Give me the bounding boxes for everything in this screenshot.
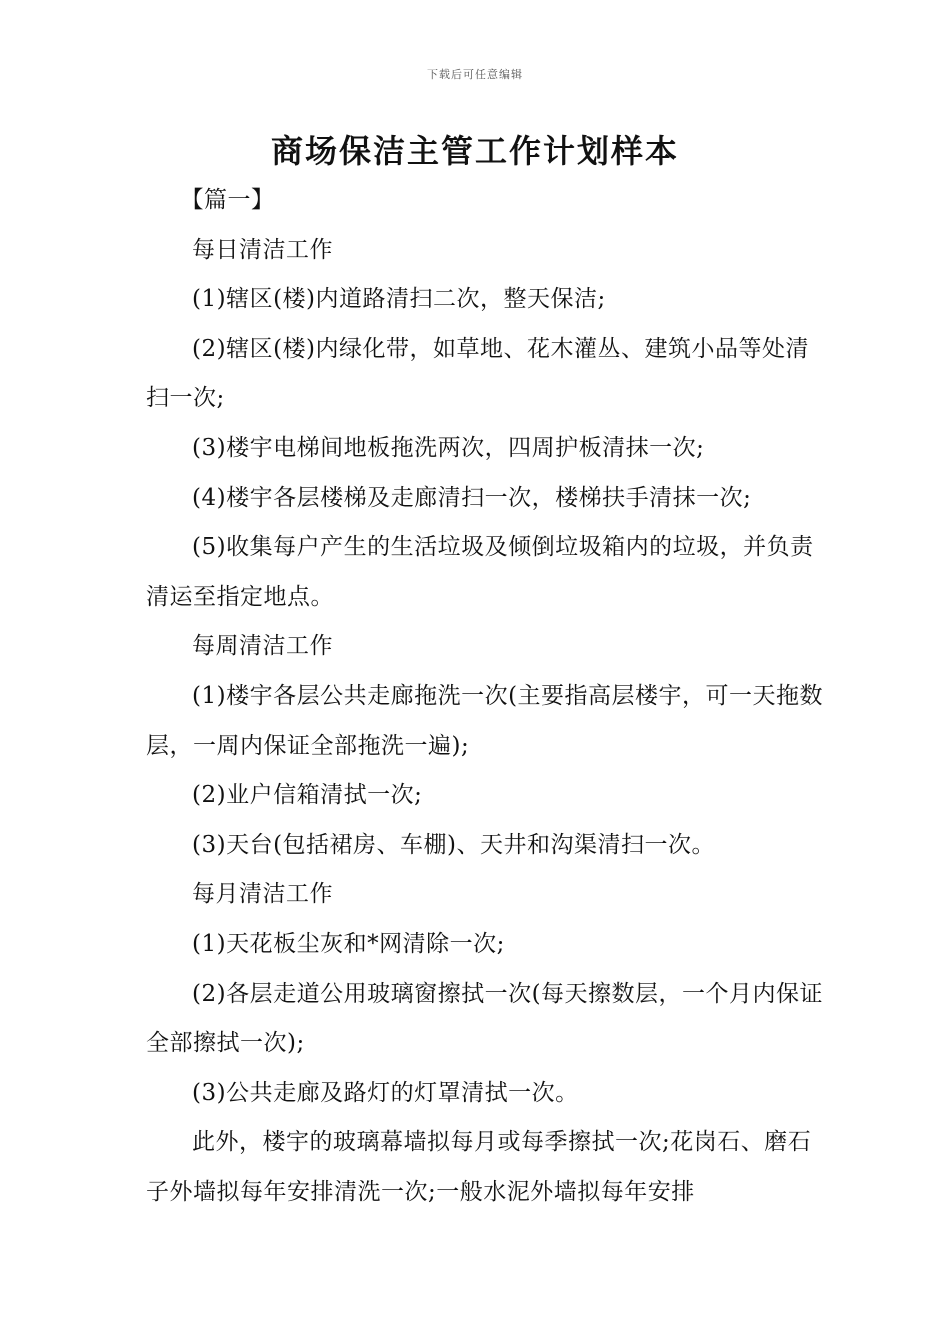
paragraph: (4)楼宇各层楼梯及走廊清扫一次，楼梯扶手清抹一次; (192, 484, 752, 511)
paragraph: (1)辖区(楼)内道路清扫二次，整天保洁; (192, 286, 606, 313)
document-body (146, 176, 826, 1217)
paragraph: (2)各层走道公用玻璃窗擦拭一次(每天擦数层，一个月内保证全部擦拭一次); (146, 980, 824, 1057)
paragraph: (3)公共走廊及路灯的灯罩清拭一次。 (192, 1079, 579, 1106)
page-title: 商场保洁主管工作计划样本 (270, 132, 679, 170)
paragraph: (3)楼宇电梯间地板拖洗两次，四周护板清抹一次; (192, 434, 705, 461)
paragraph: 此外，楼宇的玻璃幕墙拟每月或每季擦拭一次;花岗石、磨石子外墙拟每年安排清洗一次;一般水泥外墙拟每年安排 (146, 1129, 812, 1205)
paragraph: (1)楼宇各层公共走廊拖洗一次(主要指高层楼宇，可一天拖数层，一周内保证全部拖洗一遍); (146, 682, 824, 759)
header-note: 下载后可任意编辑 (427, 68, 523, 81)
heading-weekly: 每周清洁工作 (192, 633, 333, 660)
heading-monthly: 每月清洁工作 (192, 881, 333, 908)
section-label: 【篇一】 (180, 187, 275, 213)
heading-daily: 每日清洁工作 (192, 236, 333, 263)
paragraph: (3)天台(包括裙房、车棚)、天井和沟渠清扫一次。 (192, 831, 716, 858)
paragraph: (5)收集每户产生的生活垃圾及倾倒垃圾箱内的垃圾，并负责清运至指定地点。 (146, 534, 814, 610)
paragraph: (2)业户信箱清拭一次; (192, 782, 423, 809)
paragraph: (2)辖区(楼)内绿化带，如草地、花木灌丛、建筑小品等处清扫一次; (146, 335, 810, 412)
paragraph: (1)天花板尘灰和*网清除一次; (192, 930, 505, 957)
